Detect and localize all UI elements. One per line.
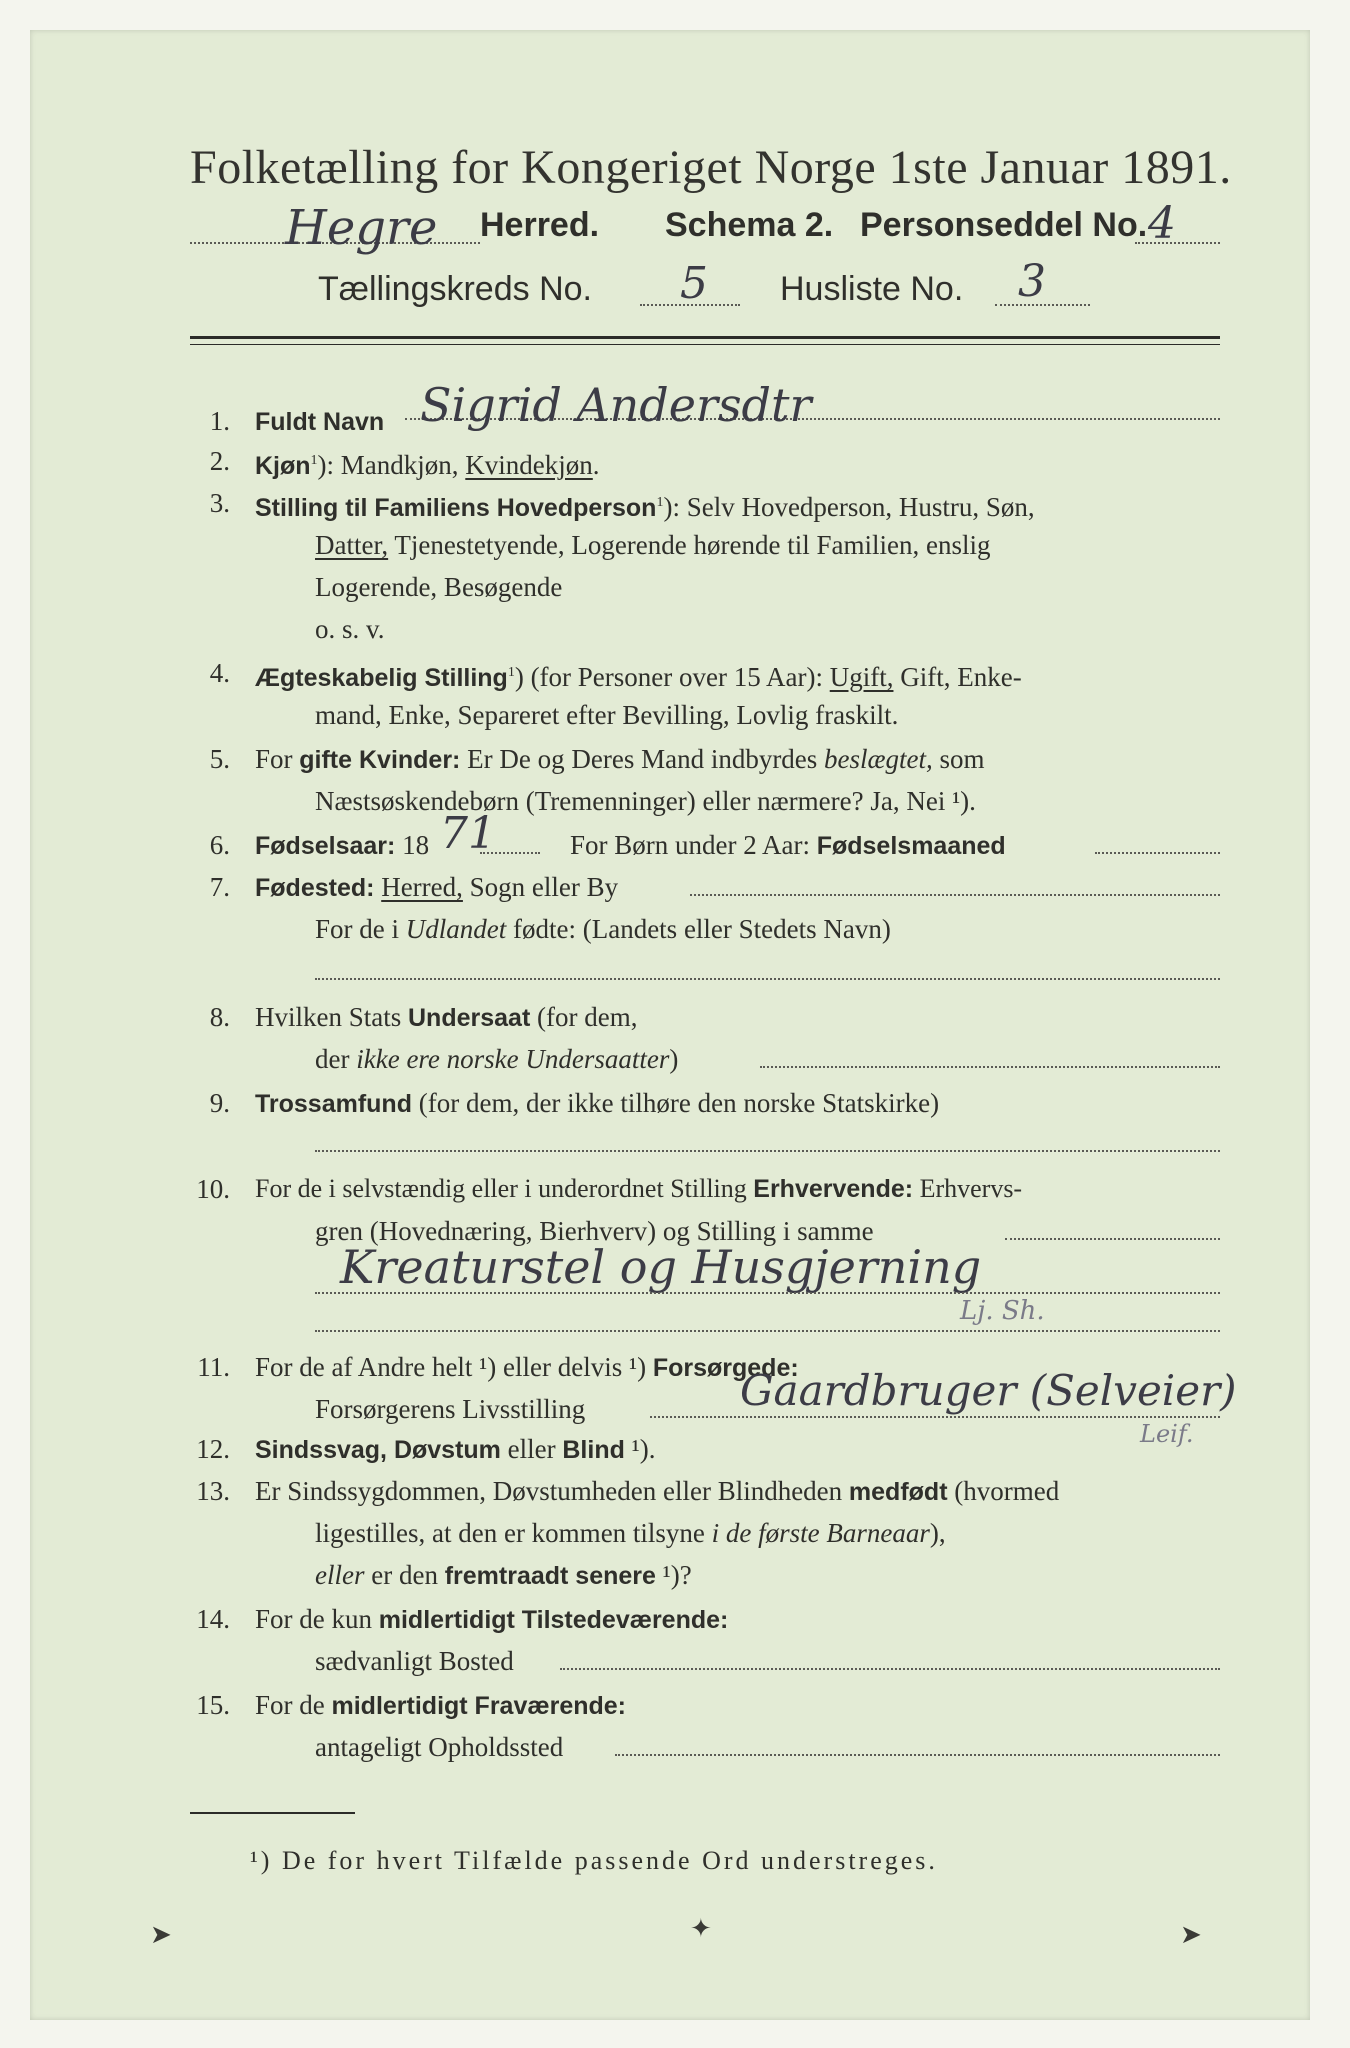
q3-line3: Logerende, Besøgende [315, 572, 563, 602]
q6-year-prefix: 18 [402, 830, 430, 860]
q2-text-a: ): Mandkjøn, [317, 450, 466, 480]
q3-selected-option: Datter, [315, 530, 389, 560]
q3-footnote-ref: 1 [656, 495, 664, 510]
q1-label: Fuldt Navn [255, 408, 385, 436]
q13-number: 13. [196, 1476, 230, 1506]
q5-line1-a: For [255, 744, 300, 774]
q8-line2-a: der [315, 1044, 357, 1074]
q13-line1-b: (hvormed [947, 1476, 1060, 1506]
q13-line3-italic: eller [315, 1560, 365, 1590]
q8-line2 [315, 1038, 678, 1080]
q3-line1-text: ): Selv Hovedperson, Hustru, Søn, [663, 492, 1035, 522]
q11-dotline [650, 1416, 1220, 1418]
q4-label: Ægteskabelig Stilling [255, 664, 508, 692]
schema-label: Schema 2. [665, 206, 834, 244]
q1-name-value: Sigrid Andersdtr [420, 378, 812, 432]
husliste-label: Husliste No. [780, 270, 964, 308]
center-mark-icon: ✦ [690, 1914, 712, 1943]
q7-line2-b: fødte: (Landets eller Stedets Navn) [506, 914, 891, 944]
q11-line1-a: For de af Andre helt ¹) eller delvis ¹) [255, 1352, 653, 1382]
q5-line1 [255, 738, 985, 781]
q13-line2-a: ligestilles, at den er kommen tilsyne [315, 1518, 712, 1548]
q6-month-dotline [1095, 852, 1220, 854]
q6-year-dotline [480, 852, 540, 854]
q9-dotline [315, 1150, 1220, 1152]
q5-line1-italic: beslægtet, [824, 744, 933, 774]
herred-value: Hegre [285, 200, 438, 256]
q12-number: 12. [196, 1434, 230, 1464]
q14-line2: sædvanligt Bosted [315, 1646, 514, 1676]
header-rule-thick [190, 336, 1220, 339]
q7-number: 7. [209, 872, 230, 902]
q15-number: 15. [196, 1690, 230, 1720]
q5-number: 5. [209, 744, 230, 774]
header-rule-thin [190, 344, 1220, 345]
q9-number: 9. [209, 1088, 230, 1118]
kreds-value: 5 [680, 258, 708, 309]
q11-provider-value: Gaardbruger (Selveier) [740, 1366, 1237, 1415]
q8-dotline [760, 1066, 1220, 1068]
q15-line1 [255, 1684, 626, 1727]
q13-line2-italic: i de første Barneaar [711, 1518, 930, 1548]
q15-label: midlertidigt Fraværende: [331, 1692, 626, 1720]
q2-footnote-ref: 1 [310, 453, 318, 468]
q12-line1 [255, 1428, 655, 1471]
q6-number: 6. [209, 830, 230, 860]
q1-number: 1. [209, 406, 230, 436]
q7-line1 [255, 866, 618, 909]
q7-line2 [315, 908, 891, 950]
q4-number: 4. [209, 658, 230, 688]
q12-text-b: ¹). [624, 1434, 656, 1464]
q4-selected-option: Ugift, [829, 662, 894, 692]
q4-line1-text-c: Gift, Enke- [893, 662, 1022, 692]
q15-line2: antageligt Opholdssted [315, 1732, 564, 1762]
q10-dotline-1 [1005, 1238, 1220, 1240]
q2-label: Kjøn [255, 452, 311, 480]
q3-label: Stilling til Familiens Hovedperson [255, 494, 657, 522]
q5-label: gifte Kvinder: [299, 746, 461, 774]
q13-label: medfødt [848, 1478, 948, 1506]
q14-number: 14. [196, 1604, 230, 1634]
q3-line4: o. s. v. [315, 614, 385, 644]
q12-label: Sindssvag, Døvstum [255, 1436, 501, 1464]
q15-dotline [615, 1754, 1220, 1756]
q3-line2-text: Tjenestetyende, Logerende hørende til Familien, enslig [388, 530, 991, 560]
q8-line2-italic: ikke ere norske Undersaatter [356, 1044, 670, 1074]
q6-text: For Børn under 2 Aar: [570, 830, 817, 860]
q7-label: Fødested: [255, 874, 375, 902]
q11-clerk-mark: Leif. [1140, 1420, 1194, 1448]
q14-line1-a: For de kun [255, 1604, 379, 1634]
q10-dotline-3 [315, 1330, 1220, 1332]
corner-mark-left-icon: ➤ [150, 1920, 172, 1949]
q10-line1-b: Erhvervs- [913, 1174, 1023, 1203]
q4-line2: mand, Enke, Separeret efter Bevilling, Lovlig fraskilt. [315, 700, 899, 730]
q12-text-a: eller [500, 1434, 563, 1464]
q4-footnote-ref: 1 [507, 665, 515, 680]
q13-label2: fremtraadt senere [444, 1562, 656, 1590]
q12-label2: Blind [562, 1436, 625, 1464]
q8-line1-b: (for dem, [530, 1002, 638, 1032]
q7-selected-option: Herred, [381, 872, 463, 902]
q7-line2-a: For de i [315, 914, 406, 944]
footnote-text: ¹) De for hvert Tilfælde passende Ord understreges. [250, 1846, 938, 1875]
q7-text-b: Sogn eller By [462, 872, 619, 902]
q5-line1-c: som [932, 744, 985, 774]
q8-line1-a: Hvilken Stats [255, 1002, 408, 1032]
q2-selected-option: Kvindekjøn [465, 450, 593, 480]
q15-line1-a: For de [255, 1690, 332, 1720]
q10-clerk-mark: Lj. Sh. [960, 1296, 1045, 1326]
q11-line2: Forsørgerens Livsstilling [315, 1394, 586, 1424]
personseddel-label: Personseddel No. [860, 206, 1148, 244]
q9-label: Trossamfund [255, 1090, 412, 1118]
q3-number: 3. [209, 488, 230, 518]
q10-dotline-2 [315, 1292, 1220, 1294]
q6-label-wrap [255, 824, 429, 867]
footnote-rule [190, 1812, 355, 1814]
q8-line2-b: ) [669, 1044, 679, 1074]
q9-text: (for dem, der ikke tilhøre den norske Statskirke) [411, 1088, 940, 1118]
q10-line2: gren (Hovednæring, Bierhverv) og Stilling i samme [315, 1216, 874, 1246]
q10-line1-a: For de i selvstændig eller i underordnet Stilling [255, 1174, 754, 1203]
form-title: Folketælling for Kongeriget Norge 1ste Januar 1891. [190, 141, 1232, 194]
q6-text-wrap [570, 824, 1006, 867]
q13-line3-a: er den [364, 1560, 445, 1590]
q6-year-value: 71 [440, 808, 496, 859]
q11-label: Forsørgede: [652, 1354, 799, 1382]
q7-line2-italic: Udlandet [405, 914, 507, 944]
q3-line1 [255, 482, 1035, 529]
q13-line1 [255, 1470, 1059, 1513]
q13-line2 [315, 1512, 946, 1554]
q11-line1 [255, 1346, 799, 1389]
q14-label: midlertidigt Tilstedeværende: [378, 1606, 729, 1634]
herred-label: Herred. [480, 206, 600, 244]
q10-label: Erhvervende: [753, 1175, 914, 1203]
q5-line1-b: Er De og Deres Mand indbyrdes [460, 744, 825, 774]
q2-line [255, 440, 600, 487]
q7-dotline [690, 894, 1220, 896]
q6-label2: Fødselsmaaned [816, 832, 1006, 860]
q2-text-c: . [592, 450, 600, 480]
q2-number: 2. [209, 446, 230, 476]
q3-line2 [315, 524, 990, 566]
personseddel-value: 4 [1148, 198, 1176, 249]
q6-label: Fødselsaar: [255, 832, 396, 860]
q8-number: 8. [209, 1002, 230, 1032]
q5-line2: Næstsøskendebørn (Tremenninger) eller nærmere? Ja, Nei ¹). [315, 786, 976, 816]
q10-line1 [255, 1168, 1022, 1210]
q13-line1-a: Er Sindssygdommen, Døvstumheden eller Blindheden [255, 1476, 849, 1506]
q4-line1-text-a: ) (for Personer over 15 Aar): [514, 662, 830, 692]
q4-line1 [255, 652, 1022, 699]
q10-number: 10. [196, 1174, 230, 1204]
husliste-value: 3 [1018, 256, 1046, 307]
q11-number: 11. [197, 1352, 230, 1382]
q9-line1 [255, 1082, 939, 1125]
q13-line3 [315, 1554, 692, 1597]
q8-label: Undersaat [408, 1004, 531, 1032]
q10-occupation-value: Kreaturstel og Husgjerning [340, 1240, 982, 1294]
q8-line1 [255, 996, 637, 1039]
q13-line3-b: ¹)? [655, 1560, 692, 1590]
corner-mark-right-icon: ➤ [1180, 1920, 1202, 1949]
q13-line2-b: ), [929, 1518, 946, 1548]
q7-dotline-2 [315, 978, 1220, 980]
q14-line1 [255, 1598, 728, 1641]
kreds-label: Tællingskreds No. [318, 270, 592, 308]
q14-dotline [560, 1668, 1220, 1670]
